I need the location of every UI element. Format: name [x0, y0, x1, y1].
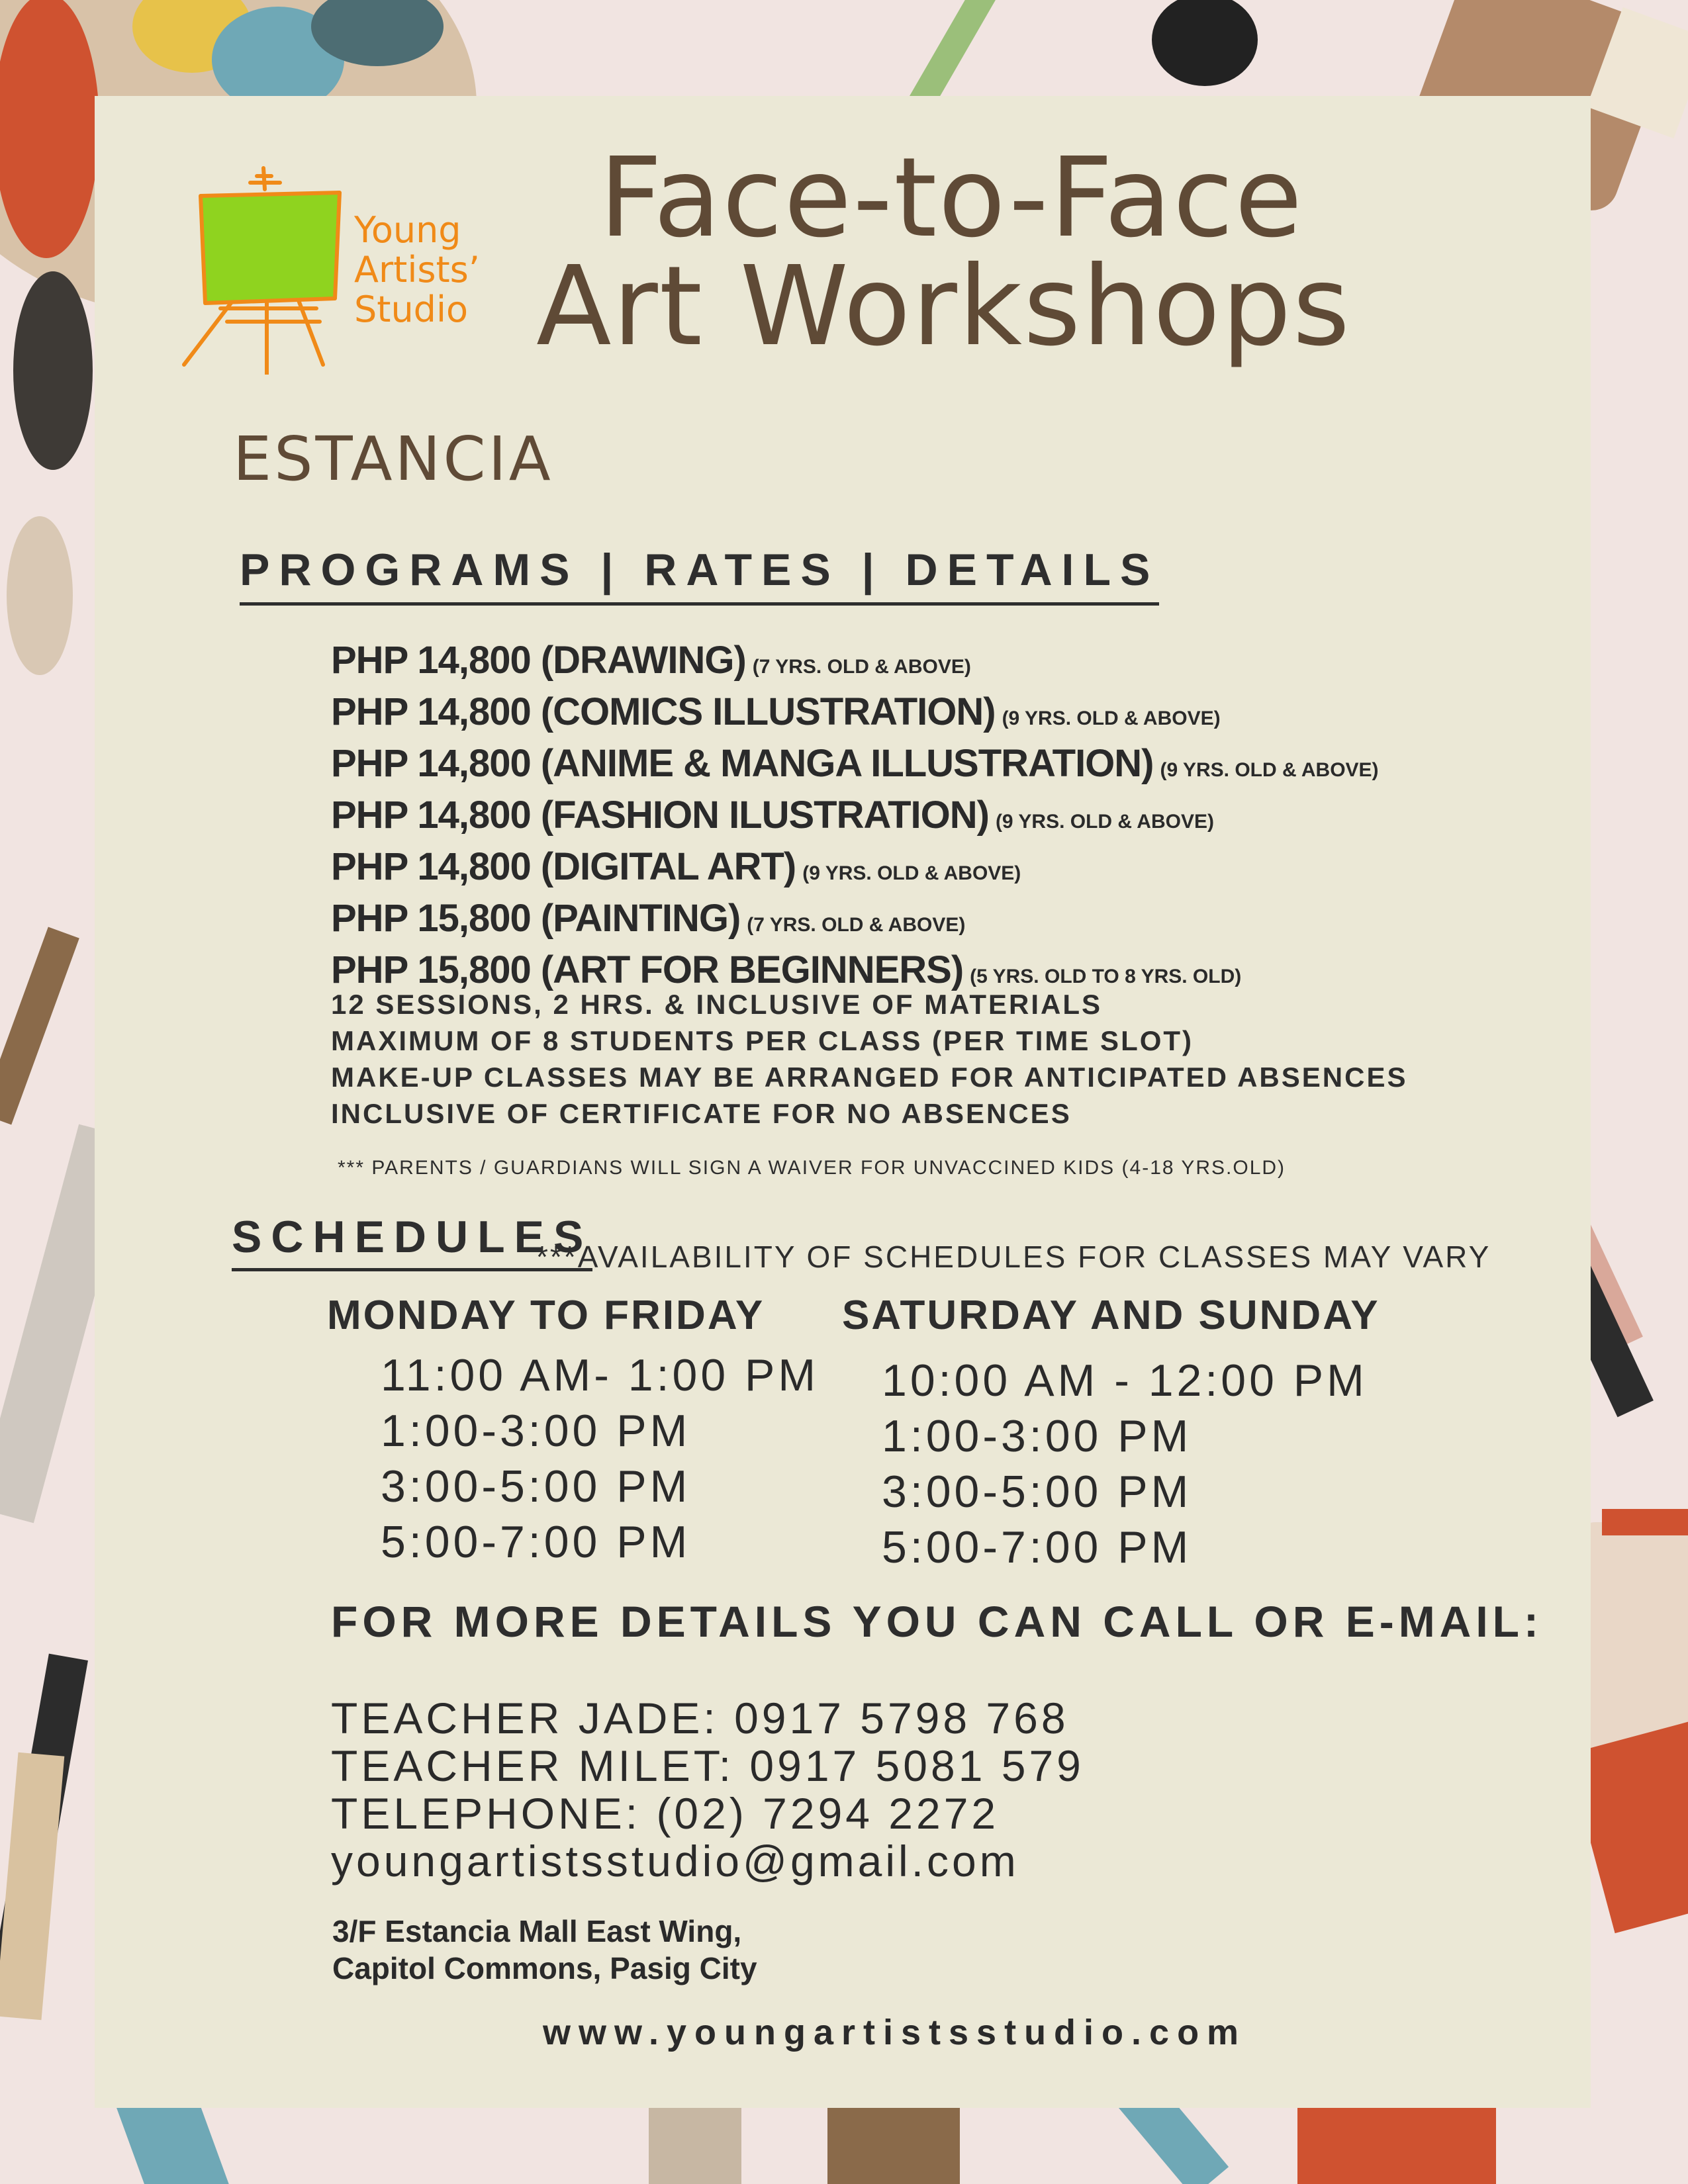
- time-slot: 5:00-7:00 PM: [381, 1517, 691, 1567]
- contact-teacher-jade: TEACHER JADE: 0917 5798 768: [331, 1694, 1069, 1743]
- rate-text: PHP 15,800 (ART FOR BEGINNERS): [331, 948, 964, 991]
- title-line-2: Art Workshops: [536, 243, 1352, 371]
- location-heading: ESTANCIA: [233, 424, 553, 494]
- program-details: [331, 986, 1407, 1132]
- rate-age: (7 YRS. OLD & ABOVE): [752, 656, 971, 678]
- rate-anime-manga: [331, 741, 1379, 793]
- rate-comics-illustration: [331, 690, 1379, 741]
- contact-email: youngartistsstudio@gmail.com: [331, 1837, 1019, 1886]
- rate-age: (9 YRS. OLD & ABOVE): [1002, 707, 1221, 729]
- time-slot: 1:00-3:00 PM: [381, 1406, 691, 1456]
- contact-heading: FOR MORE DETAILS YOU CAN CALL OR E-MAIL:: [331, 1597, 1543, 1646]
- rate-age: (9 YRS. OLD & ABOVE): [995, 811, 1214, 833]
- rate-text: PHP 14,800 (ANIME & MANGA ILLUSTRATION): [331, 742, 1154, 785]
- contact-teacher-milet: TEACHER MILET: 0917 5081 579: [331, 1741, 1084, 1790]
- time-slot: 10:00 AM - 12:00 PM: [882, 1355, 1368, 1406]
- time-slot: 3:00-5:00 PM: [882, 1467, 1192, 1517]
- time-slot: 11:00 AM- 1:00 PM: [381, 1350, 820, 1400]
- rate-text: PHP 14,800 (DIGITAL ART): [331, 845, 796, 888]
- rate-text: PHP 15,800 (PAINTING): [331, 897, 741, 940]
- rate-text: PHP 14,800 (COMICS ILLUSTRATION): [331, 690, 996, 733]
- brand-name: [354, 210, 480, 330]
- detail-item: MAXIMUM OF 8 STUDENTS PER CLASS (PER TIME SLOT): [331, 1025, 1194, 1056]
- weekend-heading: SATURDAY AND SUNDAY: [842, 1293, 1380, 1338]
- detail-item: MAKE-UP CLASSES MAY BE ARRANGED FOR ANTICIPATED ABSENCES: [331, 1062, 1408, 1093]
- rate-fashion-illustration: [331, 793, 1379, 844]
- rate-age: (7 YRS. OLD & ABOVE): [747, 914, 966, 936]
- time-slot: 1:00-3:00 PM: [882, 1411, 1192, 1461]
- rate-painting: [331, 896, 1379, 948]
- rate-digital-art: [331, 844, 1379, 896]
- rate-age: (9 YRS. OLD & ABOVE): [1160, 759, 1379, 781]
- page-title: [536, 134, 1352, 371]
- website-url: www.youngartistsstudio.com: [543, 2013, 1247, 2052]
- brand-line-2: Artists’: [354, 249, 480, 291]
- contact-telephone: TELEPHONE: (02) 7294 2272: [331, 1789, 1000, 1838]
- time-slot: 3:00-5:00 PM: [381, 1461, 691, 1512]
- brand-line-1: Young: [354, 209, 461, 251]
- title-line-1: Face-to-Face: [599, 134, 1304, 262]
- address-line-1: 3/F Estancia Mall East Wing,: [332, 1914, 742, 1948]
- schedules-note: ***AVAILABILITY OF SCHEDULES FOR CLASSES MAY VARY: [536, 1240, 1491, 1274]
- rates-list: [331, 638, 1379, 999]
- rate-text: PHP 14,800 (DRAWING): [331, 639, 746, 682]
- weekday-slots: [381, 1347, 819, 1570]
- weekend-slots: [882, 1353, 1368, 1575]
- rate-age: (5 YRS. OLD TO 8 YRS. OLD): [970, 966, 1242, 987]
- time-slot: 5:00-7:00 PM: [882, 1522, 1192, 1572]
- waiver-note: *** PARENTS / GUARDIANS WILL SIGN A WAIVER FOR UNVACCINED KIDS (4-18 YRS.OLD): [338, 1157, 1286, 1179]
- programs-heading: PROGRAMS | RATES | DETAILS: [240, 544, 1159, 606]
- rate-age: (9 YRS. OLD & ABOVE): [802, 862, 1021, 884]
- schedules-heading: SCHEDULES: [232, 1211, 592, 1271]
- contact-list: [331, 1694, 1084, 1885]
- address: [332, 1913, 757, 1987]
- weekday-heading: MONDAY TO FRIDAY: [327, 1293, 765, 1338]
- rate-text: PHP 14,800 (FASHION ILUSTRATION): [331, 794, 989, 837]
- detail-item: INCLUSIVE OF CERTIFICATE FOR NO ABSENCES: [331, 1098, 1072, 1129]
- easel-logo-icon: [158, 156, 376, 375]
- rate-drawing: [331, 638, 1379, 690]
- address-line-2: Capitol Commons, Pasig City: [332, 1951, 757, 1985]
- brand-line-3: Studio: [354, 289, 468, 330]
- detail-item: 12 SESSIONS, 2 HRS. & INCLUSIVE OF MATERIALS: [331, 989, 1103, 1020]
